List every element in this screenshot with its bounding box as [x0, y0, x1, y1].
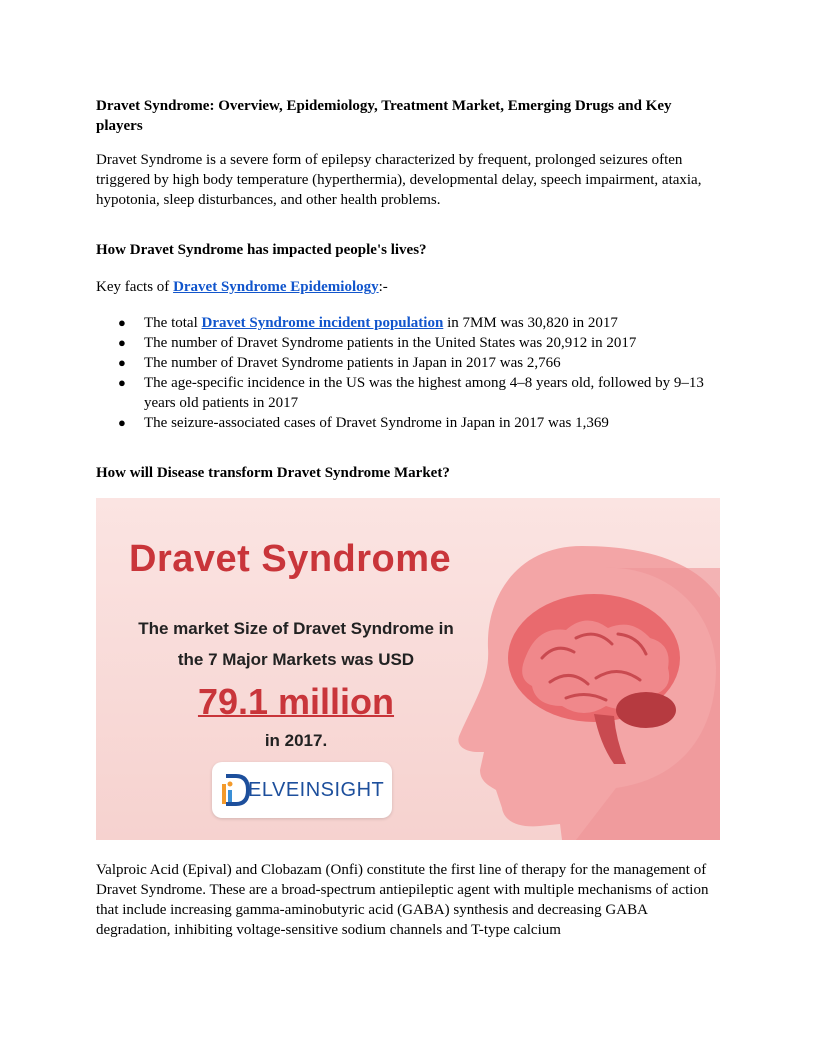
key-facts-prefix: Key facts of: [96, 279, 174, 295]
fact-text-before: The total: [144, 315, 202, 331]
list-item: [96, 313, 720, 333]
bullet-icon: ●: [118, 355, 126, 370]
document-title: Dravet Syndrome: Overview, Epidemiology, Treatment Market, Emerging Drugs and Key players: [96, 98, 672, 134]
bullet-icon: ●: [118, 415, 126, 430]
market-infographic: [96, 498, 720, 840]
fact-text: The number of Dravet Syndrome patients in the United States was 20,912 in 2017: [144, 335, 637, 351]
brain-head-illustration: [446, 538, 720, 840]
heading-market: How will Disease transform Dravet Syndrome Market?: [96, 465, 450, 481]
facts-list: [96, 313, 720, 433]
banner-title: Dravet Syndrome: [129, 538, 452, 580]
intro-paragraph: Dravet Syndrome is a severe form of epilepsy characterized by frequent, prolonged seizures often triggered by high body temperature (hyperthermia), developmental delay, speech impairment, ataxia, hypotonia, sleep disturbances, and other health problems.: [96, 152, 702, 208]
bullet-icon: ●: [118, 375, 126, 390]
heading-impact: How Dravet Syndrome has impacted people's lives?: [96, 242, 427, 258]
list-item: [96, 373, 720, 413]
delveinsight-logo: [212, 762, 392, 818]
list-item: [96, 353, 720, 373]
fact-text: The number of Dravet Syndrome patients in Japan in 2017 was 2,766: [144, 355, 561, 371]
banner-year: in 2017.: [264, 731, 328, 750]
banner-amount: 79.1 million: [197, 681, 395, 722]
list-item: [96, 333, 720, 353]
incident-population-link[interactable]: Dravet Syndrome incident population: [201, 315, 444, 331]
key-facts-suffix: :-: [378, 279, 388, 295]
fact-text: The age-specific incidence in the US was the highest among 4–8 years old, followed by 9–13 years old patients in 2017: [144, 375, 704, 411]
banner-line-2: the 7 Major Markets was USD: [177, 650, 415, 669]
bullet-icon: ●: [118, 335, 126, 350]
fact-text-after: in 7MM was 30,820 in 2017: [443, 315, 618, 331]
therapy-paragraph: Valproic Acid (Epival) and Clobazam (Onfi) constitute the first line of therapy for the management of Dravet Syndrome. These are a broad-spectrum antiepileptic agent with multiple mechanisms of action that include increasing gamma-aminobutyric acid (GABA) synthesis and decreasing GABA degradation, inhibiting voltage-sensitive sodium channels and T-type calcium: [96, 862, 709, 938]
banner-line-1: The market Size of Dravet Syndrome in: [138, 619, 454, 638]
key-facts-line: [96, 277, 720, 297]
fact-text: The seizure-associated cases of Dravet Syndrome in Japan in 2017 was 1,369: [144, 415, 609, 431]
epidemiology-link[interactable]: Dravet Syndrome Epidemiology: [173, 279, 379, 295]
bullet-icon: ●: [118, 315, 126, 330]
list-item: [96, 413, 720, 433]
logo-text: ELVEINSIGHT: [248, 779, 385, 801]
